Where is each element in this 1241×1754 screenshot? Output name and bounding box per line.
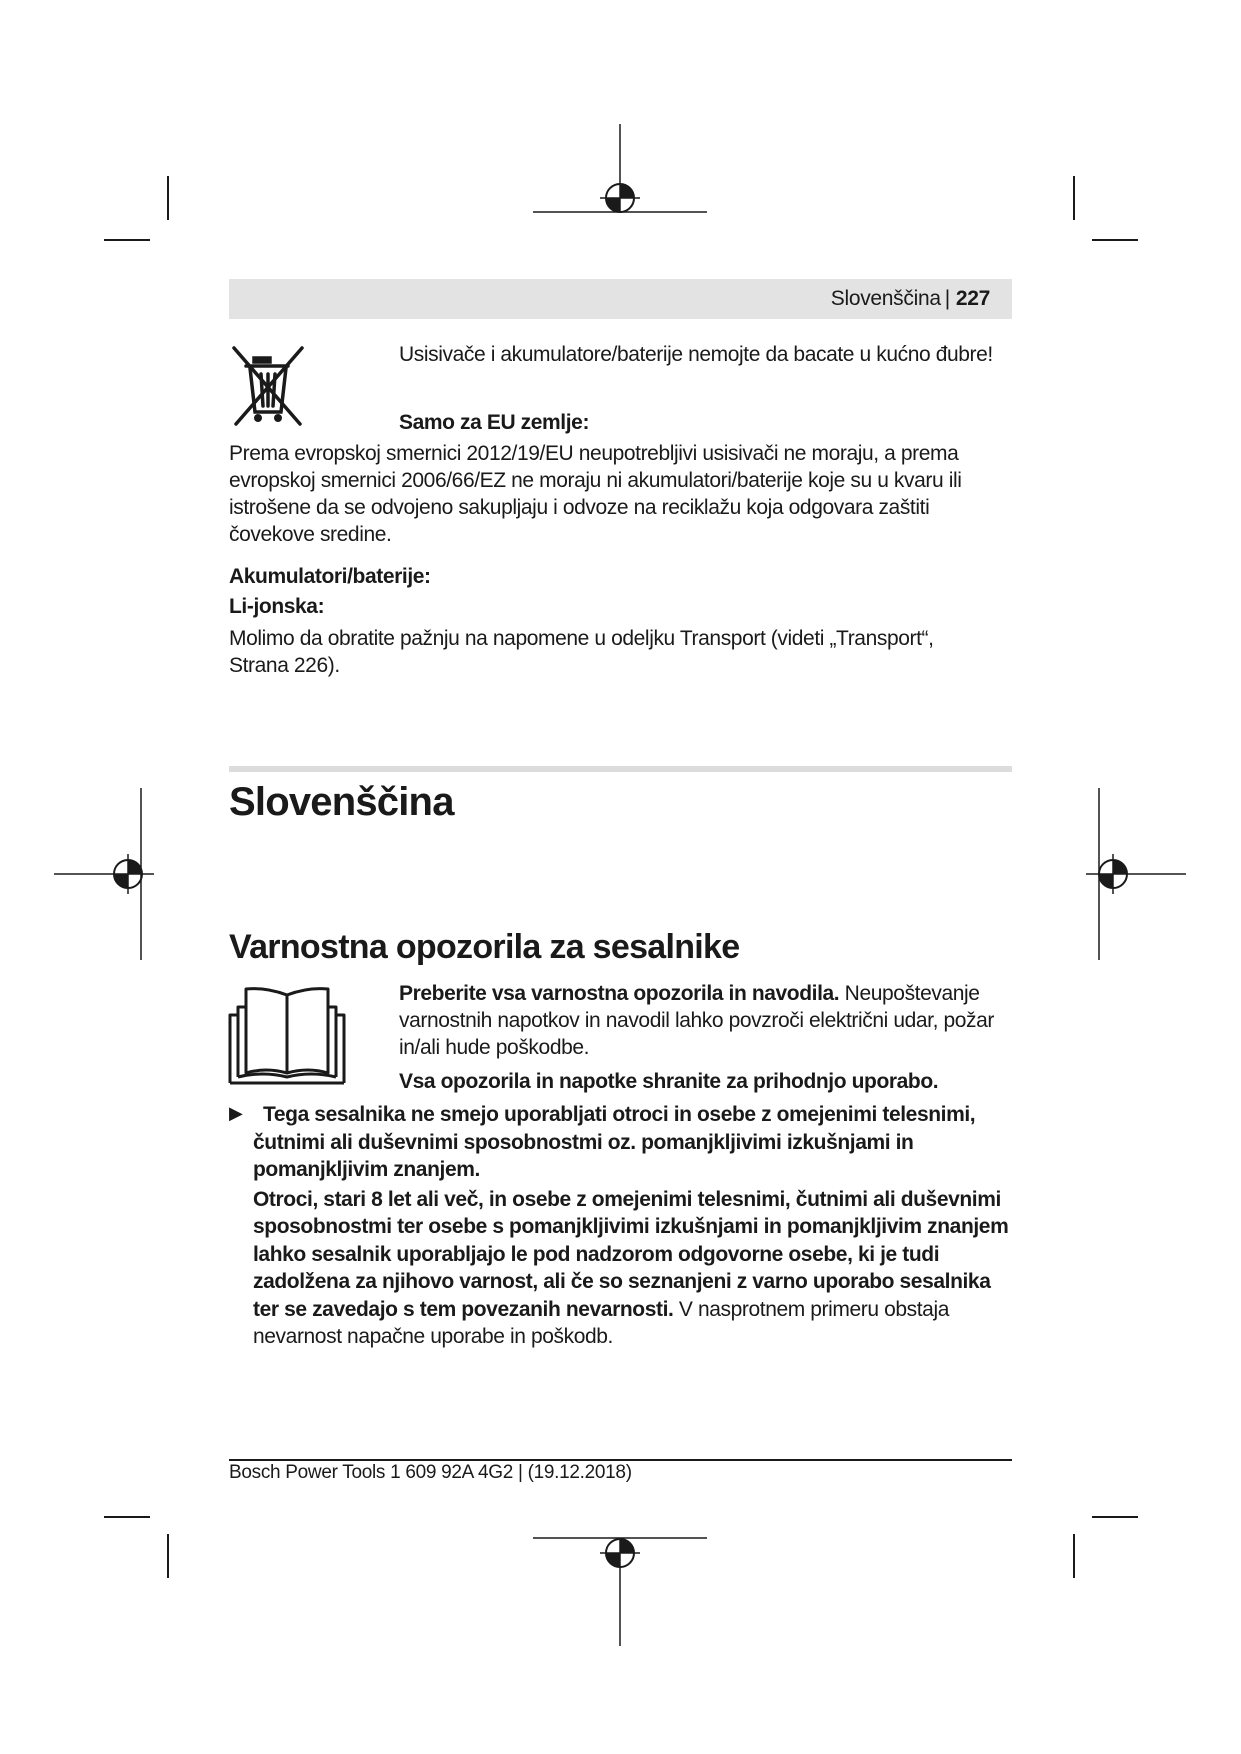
keep-instructions: Vsa opozorila in napotke shranite za prihodnjo uporabo. [399,1070,939,1093]
safety-title: Varnostna opozorila za sesalnike [229,928,740,966]
crop-mark [104,239,150,241]
page-number: 227 [955,287,990,310]
registration-mark-icon [54,788,154,960]
read-instructions-rest: Neupoštevanje varnostnih napotkov in navodil lahko povzroči električni udar, požar in/ali hude poškodbe. [399,982,994,1059]
eu-paragraph: Prema evropskoj smernici 2012/19/EU neupotrebljivi usisivači ne moraju, a prema evropskoj smernici 2006/66/EZ ne moraju ni akumulatori/baterije koje su u kvaru ili istrošene da se odvojeno sakupljaju i odvoze na reciklažu koja odgovara zaštiti čovekove sredine. [229,442,962,546]
footer-text: Bosch Power Tools 1 609 92A 4G2 | (19.12.2018) [229,1462,632,1483]
disposal-warning: Usisivače i akumulatore/baterije nemojte da bacate u kućno đubre! [399,343,993,366]
header-separator: | [944,287,950,310]
section-title: Slovenščina [229,780,454,824]
crop-mark [167,1534,169,1578]
section-rule [229,766,1012,772]
liion-heading: Li-jonska: [229,595,325,618]
crop-mark [104,1516,150,1518]
bullet-rest-2: V nasprotnem primeru obstaja nevarnost napačne uporabe in poškodb. [253,1297,950,1348]
crop-mark [1073,176,1075,220]
crop-mark [1092,239,1138,241]
batteries-heading: Akumulatori/baterije: [229,565,431,588]
crop-mark [1073,1534,1075,1578]
crop-mark [1092,1516,1138,1518]
list-item [229,1101,1019,1351]
read-instructions-bold: Preberite vsa varnostna opozorila in navodila. [399,982,840,1005]
bullet-arrow-icon: ▶ [229,1103,243,1123]
bullet-bold-1: Tega sesalnika ne smejo uporabljati otroci in osebe z omejenimi telesnimi, čutnimi ali duševnimi sposobnostmi oz. pomanjkljivimi izkušnjami in pomanjkljivim znanjem. [253,1103,976,1181]
crossed-out-bin-icon [228,344,308,435]
bullet-paragraph-2 [253,1186,1019,1351]
eu-heading: Samo za EU zemlje: [399,411,590,434]
bullet-bold-2: Otroci, stari 8 let ali več, in osebe z omejenimi telesnimi, čutnimi ali duševnimi sposobnostmi ter osebe s pomanjkljivimi izkušnjami in pomanjkljivim znanjem lahko sesalnik uporabljajo le pod nadzorom odgovorne osebe, ki je tudi zadolžena za njihovo varnost, ali če so seznanjeni z varno uporabo sesalnika ter se zavedajo s tem povezanih nevarnosti. [253,1187,1009,1321]
registration-mark-icon [533,1536,707,1646]
registration-mark-icon [1086,788,1186,960]
crop-mark [167,176,169,220]
header-section: Slovenščina [830,287,941,310]
footer-rule [229,1459,1012,1461]
running-header [229,279,1012,319]
open-book-icon [228,985,346,1090]
read-instructions [399,980,1004,1061]
transport-note: Molimo da obratite pažnju na napomene u odeljku Transport (videti „Transport“, Strana 226). [229,627,934,677]
registration-mark-icon [533,124,707,264]
